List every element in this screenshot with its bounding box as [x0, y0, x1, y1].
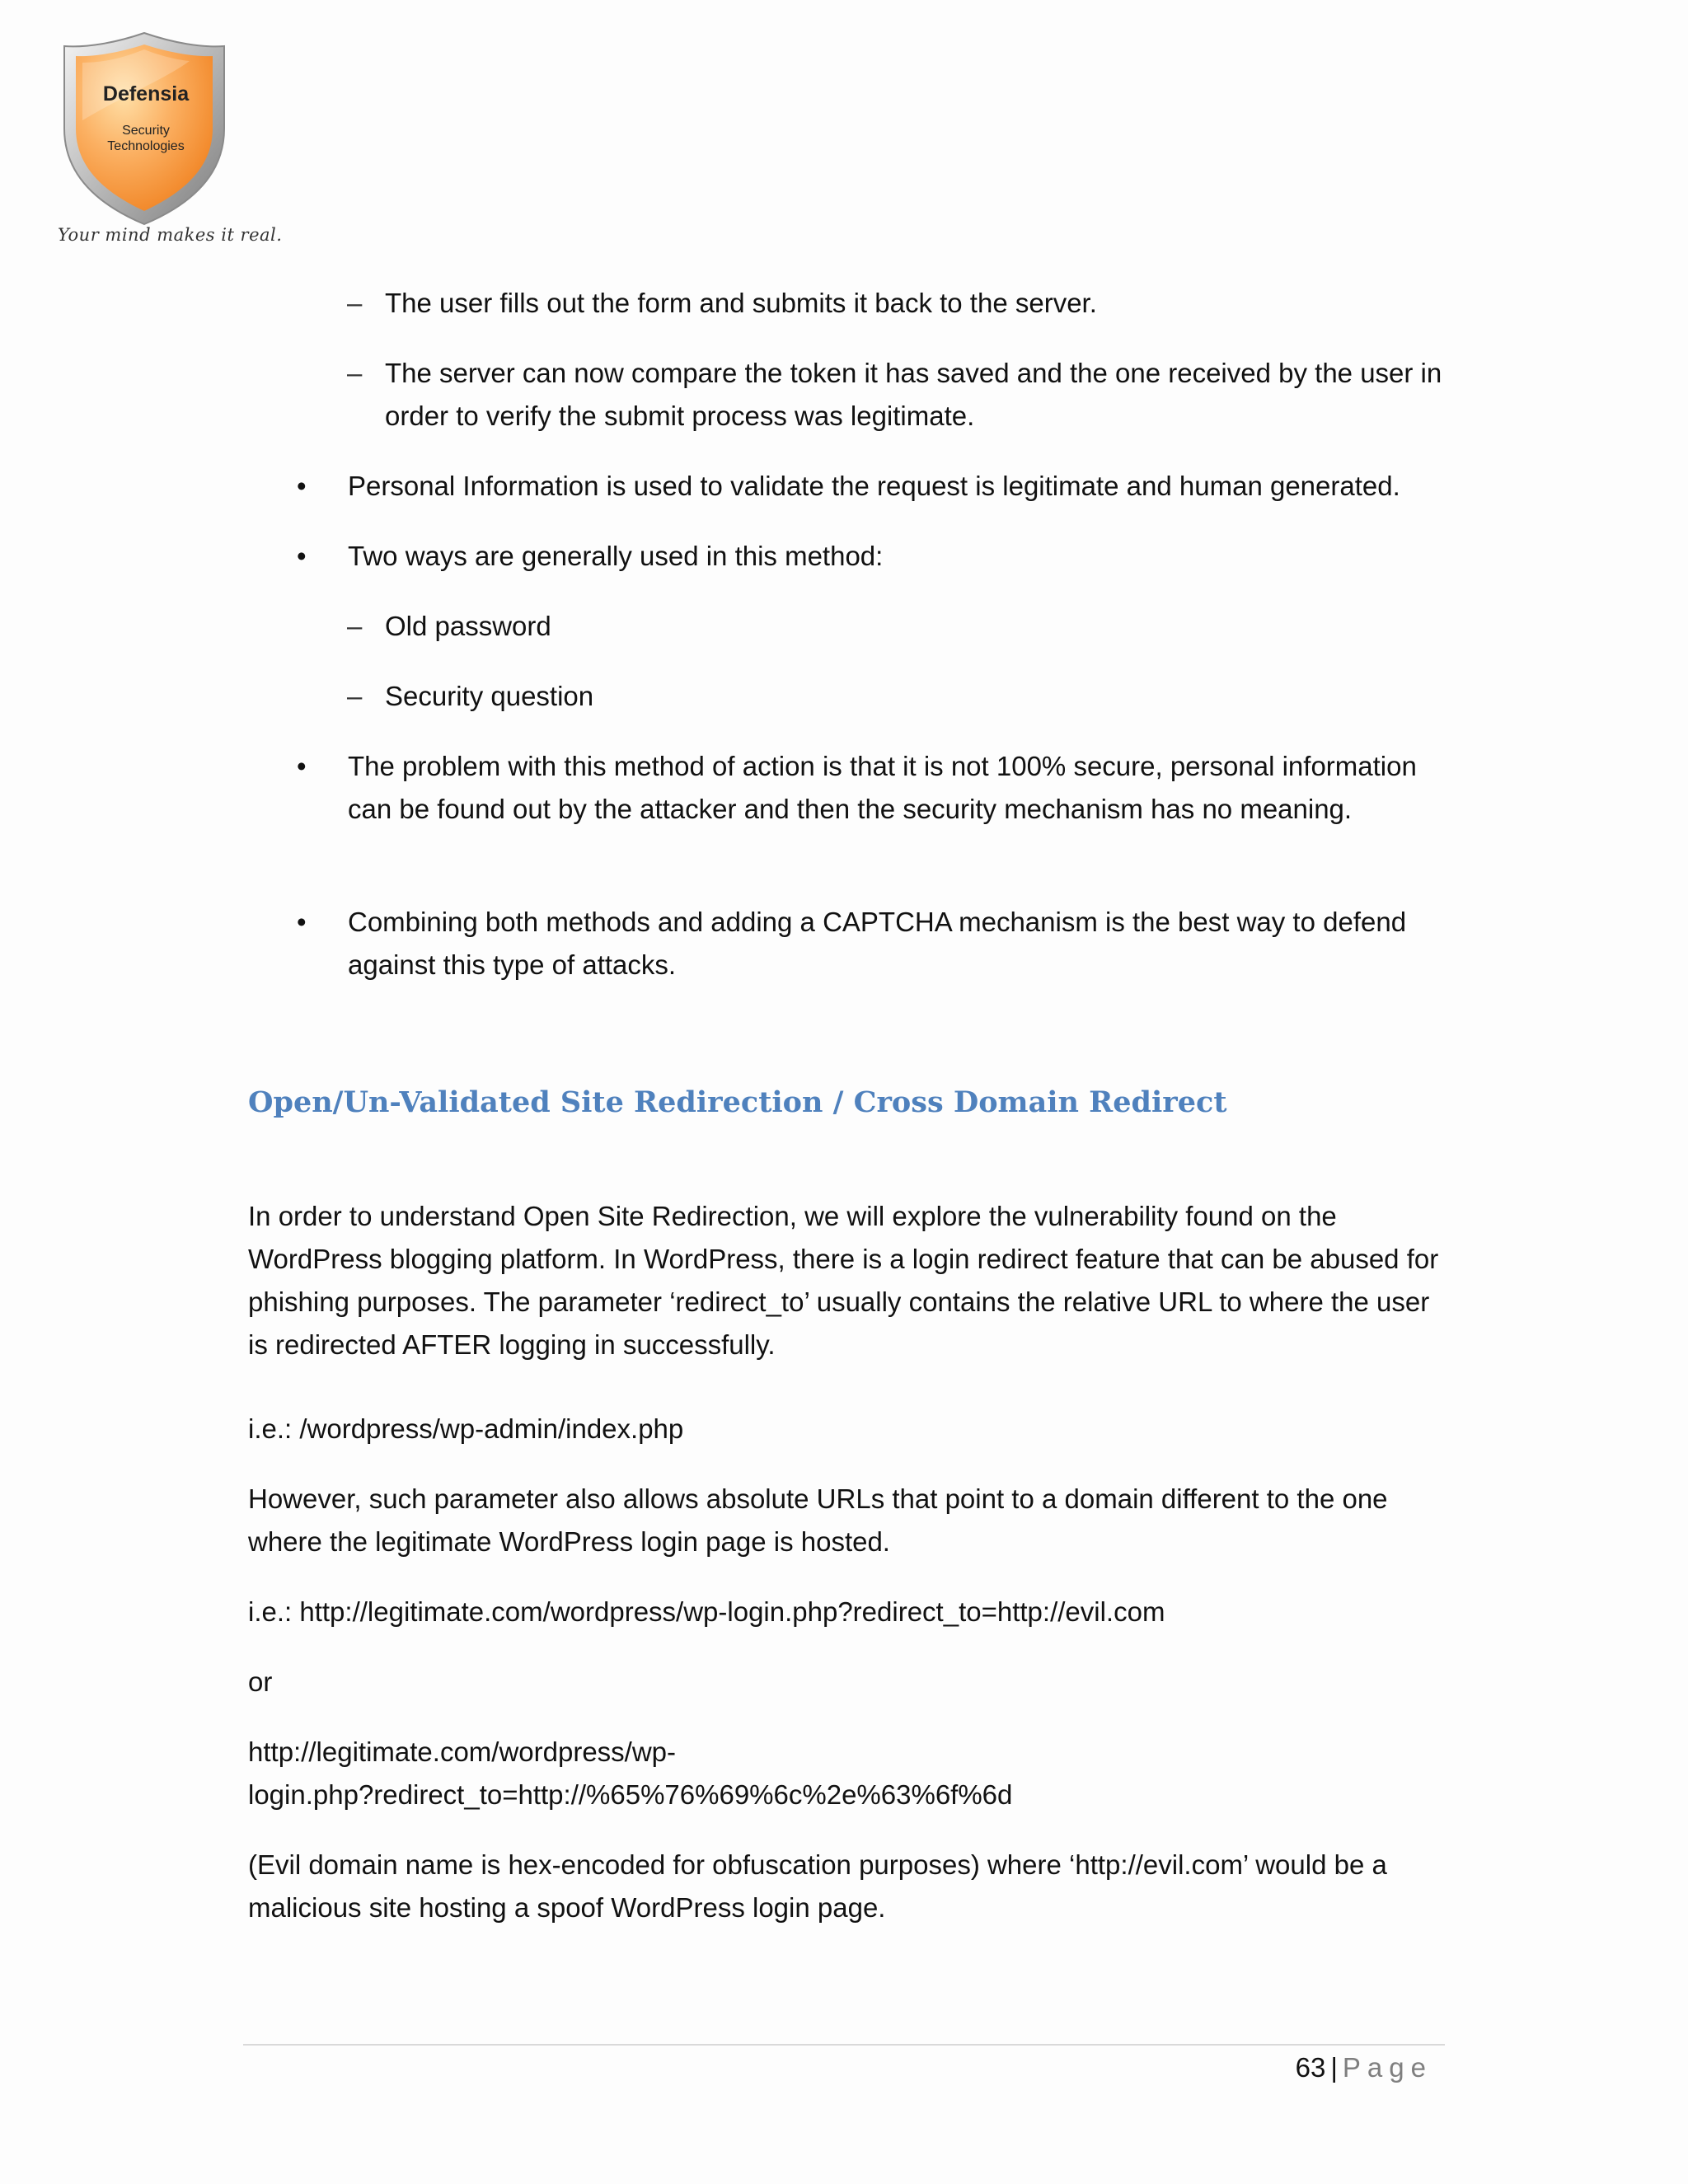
bullet-marker: •: [297, 751, 307, 781]
list-item-text: Personal Information is used to validate the request is legitimate and human generated.: [348, 471, 1400, 501]
shield-logo-icon: [49, 30, 239, 227]
footer-separator: |: [1330, 2052, 1338, 2083]
list-item-text: The user fills out the form and submits it back to the server.: [385, 288, 1097, 318]
hex-url-line-1: http://legitimate.com/wordpress/wp-: [248, 1736, 677, 1767]
logo-subtitle-line2: Technologies: [107, 139, 185, 153]
hex-url-line-2: login.php?redirect_to=http://%65%76%69%6c%2e%63%6f%6d: [248, 1779, 1013, 1810]
page-number: 63: [1295, 2052, 1326, 2083]
page-footer: [1296, 2047, 1432, 2088]
list-item-text: Two ways are generally used in this method:: [348, 541, 884, 571]
section-heading: Open/Un-Validated Site Redirection / Cross Domain Redirect: [248, 1085, 1227, 1119]
page-label: Page: [1342, 2052, 1432, 2083]
list-item-text: Old password: [385, 611, 551, 641]
paragraph-intro: In order to understand Open Site Redirection, we will explore the vulnerability found on the WordPress blogging platform. In WordPress, there is a login redirect feature that can be abused for phishing purposes. The parameter ‘redirect_to’ usually contains the relative URL to where the user is redirected AFTER logging in successfully.: [248, 1201, 1439, 1360]
logo-tagline: Your mind makes it real.: [58, 225, 283, 245]
paragraph-evil-explanation: (Evil domain name is hex-encoded for obfuscation purposes) where ‘http://evil.com’ would be a malicious site hosting a spoof WordPress login page.: [248, 1849, 1387, 1923]
logo-brand-text: Defensia: [102, 82, 190, 105]
bullet-marker: •: [297, 907, 307, 937]
dash-marker: –: [347, 358, 363, 388]
paragraph-example-absolute: i.e.: http://legitimate.com/wordpress/wp-login.php?redirect_to=http://evil.com: [248, 1596, 1165, 1627]
logo-subtitle-line1: Security: [122, 124, 170, 138]
list-item-text: Combining both methods and adding a CAPTCHA mechanism is the best way to defend against this type of attacks.: [348, 907, 1407, 980]
dash-marker: –: [347, 681, 363, 711]
list-item-text: The problem with this method of action is that it is not 100% secure, personal information can be found out by the attacker and then the security mechanism has no meaning.: [348, 751, 1417, 824]
dash-marker: –: [347, 288, 363, 318]
dash-marker: –: [347, 611, 363, 641]
paragraph-hex-url: [248, 1731, 1451, 1816]
list-item-text: The server can now compare the token it has saved and the one received by the user in order to verify the submit process was legitimate.: [385, 358, 1442, 431]
paragraph-absolute-urls: However, such parameter also allows absolute URLs that point to a domain different to the one where the legitimate WordPress login page is hosted.: [248, 1483, 1388, 1557]
bullet-marker: •: [297, 541, 307, 571]
footer-divider: [243, 2044, 1445, 2046]
paragraph-example-relative: i.e.: /wordpress/wp-admin/index.php: [248, 1413, 684, 1444]
bullet-marker: •: [297, 471, 307, 501]
paragraph-or: or: [248, 1666, 273, 1697]
list-item-text: Security question: [385, 681, 594, 711]
